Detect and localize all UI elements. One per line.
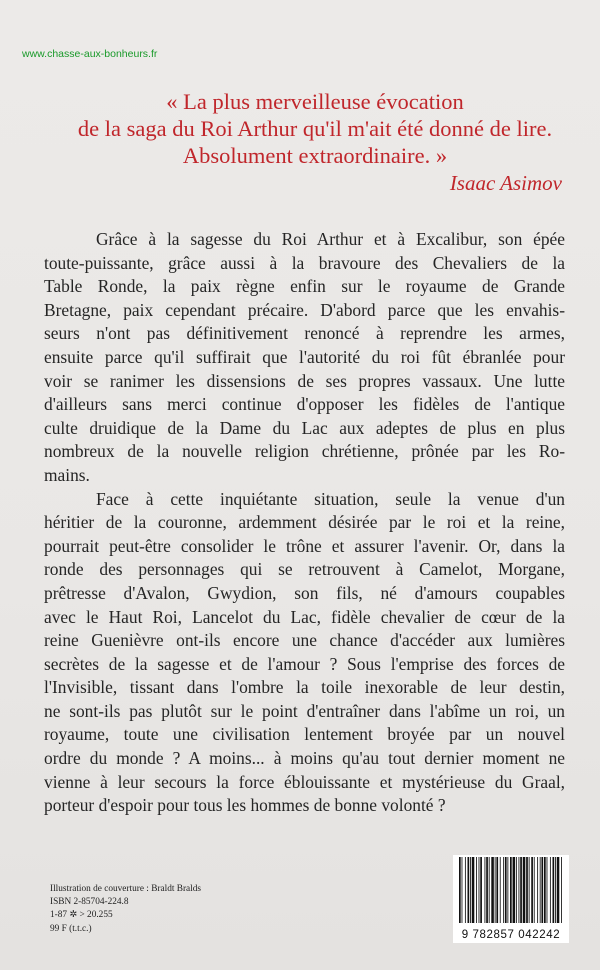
- barcode-bar: [468, 857, 470, 923]
- barcode-bar: [500, 857, 501, 923]
- barcode-bar: [507, 857, 508, 923]
- text-line: Table Ronde, la paix règne enfin sur le royaume de Grande: [44, 276, 565, 297]
- quote-author: Isaac Asimov: [449, 171, 562, 195]
- barcode-bar: [529, 857, 530, 923]
- barcode-bar: [553, 857, 555, 923]
- text-line: nombreux de la nouvelle religion chrétienne, prônée par les Ro-: [44, 441, 565, 462]
- barcode-bar: [479, 857, 480, 923]
- barcode-bar: [465, 857, 466, 923]
- text-line: culte druidique de la Dame du Lac aux adeptes de plus en plus: [44, 417, 565, 438]
- barcode-bar: [472, 857, 475, 923]
- blurb-text: [44, 228, 565, 818]
- text-line: avec le Haut Roi, Lancelot du Lac, fidèle chevalier de cœur de la: [44, 606, 565, 627]
- text-line: d'ailleurs sans merci continue d'opposer les fidèles de l'antique: [44, 394, 565, 415]
- text-line: pourrait peut-être consolider le trône et assurer l'avenir. Or, dans la: [44, 535, 565, 556]
- quote-line: de la saga du Roi Arthur qu'il m'ait été donné de lire.: [77, 116, 553, 141]
- barcode-bar: [550, 857, 551, 923]
- barcode-bar: [526, 857, 528, 923]
- barcode-bar: [503, 857, 504, 923]
- text-line: ordre du monde ? A moins... à moins qu'au tout dernier moment ne: [44, 748, 565, 769]
- barcode-bar: [540, 857, 541, 923]
- text-line: toute-puissante, grâce aussi à la bravoure des Chevaliers de la: [44, 252, 565, 273]
- text-line: royaume, toute une civilisation lentement broyée par un nouvel: [44, 724, 565, 745]
- barcode-bar: [519, 857, 520, 923]
- barcode-bar: [486, 857, 488, 923]
- barcode-bar: [523, 857, 526, 923]
- barcode-bar: [555, 857, 556, 923]
- barcode-bar: [510, 857, 512, 923]
- catalog-code: 1-87 ✲ > 20.255: [50, 910, 113, 921]
- text-line: l'Invisible, tissant dans l'ombre la toile inexorable de leur destin,: [44, 677, 565, 698]
- text-line: secrètes de la sagesse et de l'amour ? Sous l'emprise des forces de: [44, 653, 565, 674]
- barcode-digits: 9 782857 042242: [461, 929, 561, 941]
- text-line: seurs n'ont pas définitivement renoncé à reprendre les armes,: [44, 323, 565, 344]
- barcode-bar: [470, 857, 471, 923]
- barcode-bar: [531, 857, 533, 923]
- barcode-bar: [462, 857, 463, 923]
- barcode-bar: [513, 857, 516, 923]
- barcode-bars: [457, 857, 565, 923]
- ean-barcode: [453, 855, 569, 943]
- isbn: ISBN 2-85704-224.8: [50, 897, 129, 908]
- publication-credits: [50, 883, 201, 936]
- barcode-bar: [485, 857, 486, 923]
- barcode-bar: [516, 857, 517, 923]
- barcode-bar: [561, 857, 562, 923]
- barcode-bar: [557, 857, 560, 923]
- barcode-bar: [489, 857, 490, 923]
- barcode-bar: [496, 857, 498, 923]
- barcode-bar: [537, 857, 538, 923]
- watermark-url[interactable]: www.chasse-aux-bonheurs.fr: [22, 48, 158, 60]
- barcode-bar: [476, 857, 477, 923]
- cover-quote: [60, 88, 570, 169]
- illustration-credit: Illustration de couverture : Braldt Bralds: [50, 884, 202, 894]
- text-line: vienne à leur secours la force éblouissante et mystérieuse du Graal,: [44, 771, 565, 792]
- text-line: reine Guenièvre ont-ils encore une chance d'accéder aux lumières: [44, 630, 565, 651]
- quote-line: « La plus merveilleuse évocation: [166, 89, 464, 114]
- text-line: Bretagne, paix cependant précaire. D'abord parce que les envahis-: [44, 299, 565, 320]
- text-line: prêtresse d'Avalon, Gwydion, son fils, né d'amours coupables: [44, 582, 565, 603]
- barcode-bar: [491, 857, 494, 923]
- text-line: ensuite parce qu'il suffirait que l'autorité du roi fût ébranlée pour: [44, 346, 565, 367]
- quote-line: Absolument extraordinaire. »: [182, 143, 448, 168]
- barcode-bar: [459, 857, 461, 923]
- barcode-bar: [541, 857, 543, 923]
- price: 99 F (t.t.c.): [50, 923, 92, 934]
- barcode-bar: [505, 857, 507, 923]
- text-line: héritier de la couronne, ardemment désirée par le roi et la reine,: [44, 512, 565, 533]
- barcode-bar: [480, 857, 482, 923]
- text-line: porteur d'espoir pour tous les hommes de bonne volonté ?: [44, 795, 446, 816]
- barcode-bar: [534, 857, 535, 923]
- text-line: Face à cette inquiétante situation, seule la venue d'un: [96, 488, 565, 509]
- text-line: mains.: [44, 464, 90, 485]
- barcode-bar: [544, 857, 546, 923]
- barcode-bar: [495, 857, 496, 923]
- barcode-bar: [520, 857, 522, 923]
- barcode-bar: [547, 857, 548, 923]
- text-line: Grâce à la sagesse du Roi Arthur et à Excalibur, son épée: [96, 229, 565, 249]
- text-line: ne sont-ils pas plutôt sur le point d'entraîner dans l'abîme un roi, un: [44, 700, 565, 721]
- text-line: ronde des personnages qui se retrouvent à Camelot, Morgane,: [44, 559, 565, 580]
- text-line: voir se ranimer les dissensions de ses propres vassaux. Une lutte: [44, 370, 565, 391]
